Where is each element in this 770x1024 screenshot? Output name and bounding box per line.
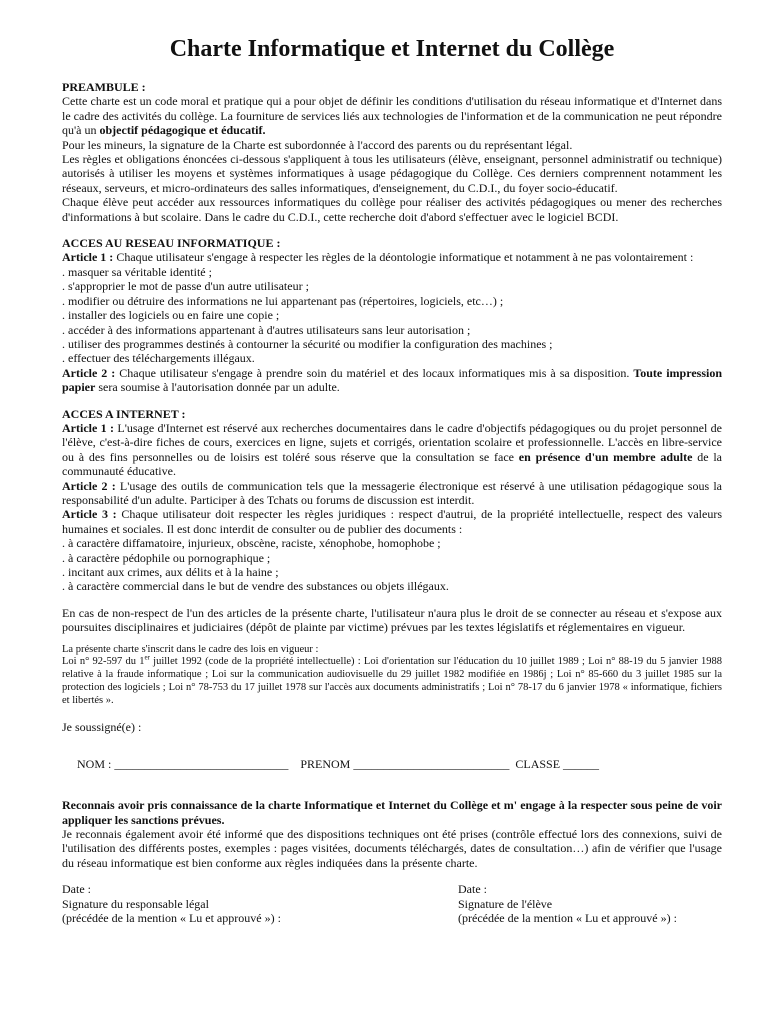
lois-text-a: Loi n° 92-597 du 1 <box>62 656 145 668</box>
article-text: sera soumise à l'autorisation donnée par un adulte. <box>95 380 340 395</box>
preambule-section <box>62 80 722 224</box>
signature-parent-date: Date : <box>62 882 91 897</box>
article-label: Article 2 : <box>62 365 116 380</box>
internet-heading: ACCES A INTERNET : <box>62 406 186 421</box>
lois-text-b: juillet 1992 (code de la propriété intellectuelle) : Loi d'orientation sur l'éducation du 10 juillet 1989 ; Loi n° 88-19 du 5 janvier 1988 relative à la fraude informatique ; Loi sur la communication audiovisuelle du 29 juillet 1982 modifiée en 1986j ; Loi n° 85-660 du 3 juillet 1985 sur la protection des logiciels ; Loi n° 78-753 du 17 juillet 1978 sur l'accès aux documents administratifs ; Loi n° 78-17 du 6 janvier 1978 « informatique, fichiers et libertés ». <box>62 656 722 706</box>
article-label: Article 3 : <box>62 507 117 522</box>
reconnais-bold <box>62 798 722 827</box>
nom-field[interactable]: NOM : _____________________________ <box>74 757 289 772</box>
internet-article-3 <box>62 507 722 536</box>
reseau-heading: ACCES AU RESEAU INFORMATIQUE : <box>62 236 281 251</box>
charter-document <box>62 34 722 925</box>
article-label: Article 1 : <box>62 420 115 435</box>
internet-section <box>62 407 722 594</box>
list-item: . à caractère pédophile ou pornographique ; <box>62 550 271 565</box>
lois-superscript: er <box>144 653 150 662</box>
list-item: . masquer sa véritable identité ; <box>62 264 212 279</box>
reseau-section <box>62 236 722 394</box>
preambule-paragraph-4: Chaque élève peut accéder aux ressources informatiques du collège pour réaliser des activités pédagogiques ou mener des recherches d'informations à but scolaire. Dans le cadre du C.D.I., cette recherche doit d'abord s'effectuer avec le logiciel BCDI. <box>62 195 722 224</box>
article-text: L'usage des outils de communication tels que la messagerie électronique est réservé à une utilisation pédagogique sous la responsabilité d'un adulte. Participer à des Tchats ou forums de discussion est interdit. <box>62 478 723 507</box>
reconnais-bold-text: Reconnais avoir pris connaissance de la charte Informatique et Internet du Collège et m' engage à la respecter sous peine de voir appliquer les sanctions prévues. <box>62 798 722 827</box>
list-item: . à caractère diffamatoire, injurieux, obscène, raciste, xénophobe, homophobe ; <box>62 536 441 551</box>
lois-intro: La présente charte s'inscrit dans le cadre des lois en vigueur : <box>62 643 319 655</box>
article-label: Article 2 : <box>62 478 116 493</box>
article-text: Chaque utilisateur doit respecter les règles juridiques : respect d'autrui, de la propriété intellectuelle, respect des valeurs humaines et sociales. Il est donc interdit de consulter ou de publier des documents : <box>62 507 722 536</box>
reconnais-section <box>62 798 722 870</box>
classe-field[interactable]: CLASSE ______ <box>515 757 600 772</box>
reseau-article-2 <box>62 366 722 395</box>
soussigne-label: Je soussigné(e) : <box>62 719 142 734</box>
signature-parent <box>62 882 362 925</box>
internet-article-2 <box>62 479 722 508</box>
signature-parent-mention: (précédée de la mention « Lu et approuvé ») : <box>62 911 281 926</box>
article-text: L'usage d'Internet est réservé aux recherches documentaires dans le cadre d'objectifs pédagogiques ou du projet personnel de l'élève, c'est-à-dire fiches de cours, exercices en ligne, sujets et corrigés, orientation scolaire et professionnelle. L'accès en libre-service ou à des fins personnelles ou de loisirs est toléré sous réserve que la consultation se face <box>62 420 723 464</box>
reseau-article-1 <box>62 250 722 264</box>
list-item: . accéder à des informations appartenant à d'autres utilisateurs sans leur autorisation ; <box>62 322 471 337</box>
lois-text <box>62 653 722 707</box>
preambule-p1-bold: objectif pédagogique et éducatif. <box>99 123 266 138</box>
identity-form <box>62 743 722 786</box>
soussigne-section <box>62 720 722 734</box>
lois-section <box>62 644 722 708</box>
signature-student <box>458 882 722 925</box>
article-bold: Toute impression papier <box>62 365 723 395</box>
article-text: de la communauté éducative. <box>62 449 723 479</box>
list-item: . à caractère commercial dans le but de vendre des substances ou objets illégaux. <box>62 579 449 594</box>
list-item: . incitant aux crimes, aux délits et à la haine ; <box>62 565 279 579</box>
document-title: Charte Informatique et Internet du Collège <box>169 36 615 62</box>
list-item: . effectuer des téléchargements illégaux. <box>62 351 255 366</box>
signature-student-date: Date : <box>458 882 487 897</box>
article-label: Article 1 : <box>62 250 114 265</box>
list-item: . installer des logiciels ou en faire une copie ; <box>62 308 280 323</box>
list-item: . modifier ou détruire des informations ne lui appartenant pas (répertoires, logiciels, etc…) ; <box>62 293 504 308</box>
internet-article-1 <box>62 421 722 479</box>
prenom-field[interactable]: PRENOM __________________________ <box>300 757 510 772</box>
list-item: . s'approprier le mot de passe d'un autre utilisateur ; <box>62 279 309 294</box>
preambule-paragraph-3: Les règles et obligations énoncées ci-dessous s'appliquent à tous les utilisateurs (élève, enseignant, personnel administratif ou technique) autorisés à utiliser les moyens et systèmes informatiques à usage pédagogique du Collège. Ces derniers comprennent notamment les réseaux, serveurs, et micro-ordinateurs des salles informatiques, d'enseignement, du C.D.I., du foyer socio-éducatif. <box>62 152 722 195</box>
sanction-section <box>62 606 722 635</box>
sanction-paragraph: En cas de non-respect de l'un des articles de la présente charte, l'utilisateur n'aura plus le droit de se connecter au réseau et s'expose aux poursuites disciplinaires et judiciaires (dépôt de plainte par victime) prévues par les textes législatifs et réglementaires en vigueur. <box>62 605 722 635</box>
signature-row <box>62 882 722 925</box>
article-text: Chaque utilisateur s'engage à respecter les règles de la déontologie informatique et notamment à ne pas volontairement : <box>113 250 694 265</box>
preambule-p1-text: Cette charte est un code moral et pratique qui a pour objet de définir les conditions d'utilisation du réseau informatique et d'Internet dans le cadre des activités du collège. La fourniture de services liés aux technologies de l'information et de la communication ne peut répondre qu'à un <box>62 94 722 138</box>
article-text: Chaque utilisateur s'engage à prendre soin du matériel et des locaux informatiques mis à sa disposition. <box>115 365 634 380</box>
signature-student-mention: (précédée de la mention « Lu et approuvé ») : <box>458 911 677 926</box>
preambule-heading: PREAMBULE : <box>62 80 146 94</box>
preambule-paragraph-2: Pour les mineurs, la signature de la Charte est subordonnée à l'accord des parents ou du représentant légal. <box>62 137 573 152</box>
article-bold: en présence d'un membre adulte <box>518 449 693 464</box>
signature-parent-who: Signature du responsable légal <box>62 896 209 911</box>
list-item: . utiliser des programmes destinés à contourner la sécurité ou modifier la configuration des machines ; <box>62 336 553 351</box>
signature-student-who: Signature de l'élève <box>458 896 553 911</box>
preambule-paragraph-1 <box>62 94 722 137</box>
reconnais-text: Je reconnais également avoir été informé que des dispositions techniques ont été prises (contrôle effectué lors des connexions, suivi de l'utilisation des différents postes, exemples : pages visitées, documents téléchargés, dates de consultation…) afin de vérifier que l'usage du réseau informatique est bien conforme aux règles indiquées dans la présente charte. <box>62 827 722 870</box>
